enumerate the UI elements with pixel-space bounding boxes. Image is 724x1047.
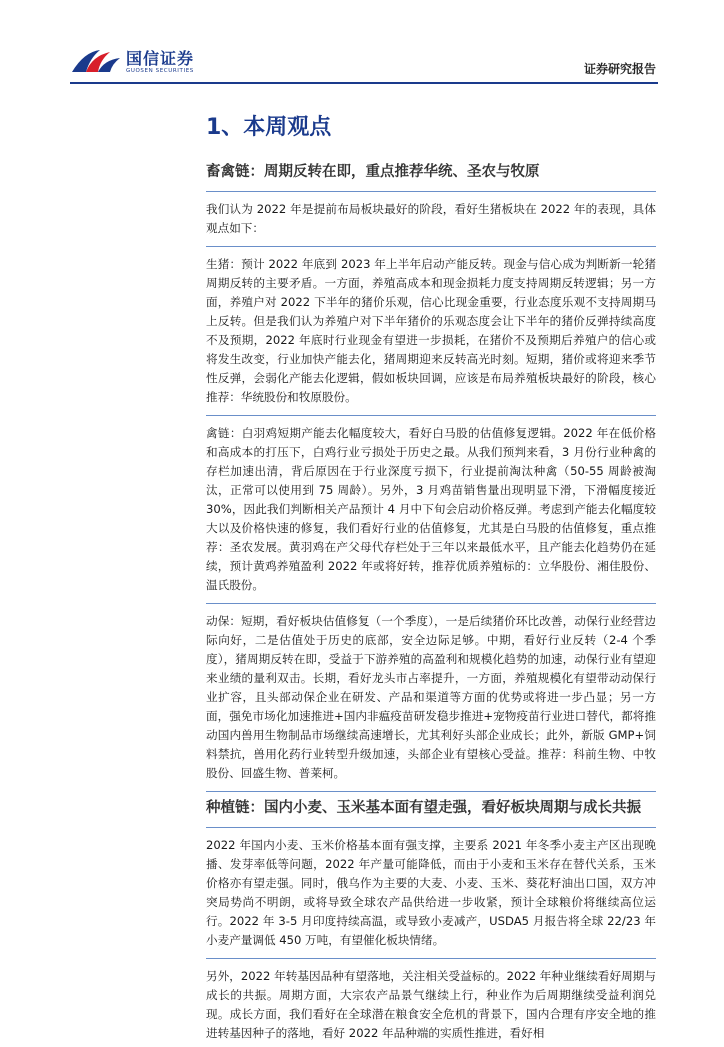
paragraph-poultry: 禽链：白羽鸡短期产能去化幅度较大，看好白马股的估值修复逻辑。2022 年在低价格和高成本的打压下，白鸡行业亏损处于历史之最。从我们预判来看，3 月份行业种禽的存栏加速出清，背后原因在于行业深度亏损下，行业提前淘汰种禽（50-55 周龄被淘汰，正常可以使用到 75 周龄）。另外，3 月鸡苗销售量出现明显下滑，下滑幅度接近 30%，因此我们判断相关产品预计 4 月中下旬会启动价格反弹。考虑到产能去化幅度较大以及价格快速的修复，我们看好行业的估值修复，尤其是白马股的估值修复，重点推荐：圣农发展。黄羽鸡在产父母代存栏处于三年以来最低水平，且产能去化趋势仍在延续，预计黄鸡养殖盈利 2022 年或将好转，推荐优质养殖标的：立华股份、湘佳股份、温氏股份。 bbox=[206, 426, 656, 592]
company-logo bbox=[70, 42, 230, 82]
paragraph-divider bbox=[206, 958, 656, 959]
document-type-label: 证券研究报告 bbox=[583, 62, 656, 76]
guosen-logo-icon bbox=[70, 42, 122, 82]
paragraph-intro: 我们认为 2022 年是提前布局板块最好的阶段，看好生猪板块在 2022 年的表现，具体观点如下： bbox=[206, 202, 656, 235]
page-header bbox=[0, 0, 724, 90]
report-body bbox=[206, 112, 656, 1047]
subsection-divider bbox=[206, 191, 656, 192]
logo-chinese-name: 国信证券 bbox=[126, 49, 195, 68]
subsection-title-crops: 种植链：国内小麦、玉米基本面有望走强，看好板块周期与成长共振 bbox=[206, 800, 641, 816]
paragraph-animal-health: 动保：短期，看好板块估值修复（一个季度），一是后续猪价环比改善，动保行业经营边际向好，二是估值处于历史的底部，安全边际足够。中期，看好行业反转（2-4 个季度），猪周期反转在即，受益于下游养殖的高盈利和规模化趋势的加速，动保行业有望迎来业绩的量利双击。长期，看好龙头市占率提升，一方面，养殖规模化有望带动动保行业扩容，且头部动保企业在研发、产品和渠道等方面的优势或将进一步凸显；另一方面，强免市场化加速推进+国内非瘟疫苗研发稳步推进+宠物疫苗行业进口替代，都将推动国内兽用生物制品市场继续高速增长，尤其利好头部企业成长；此外，新版 GMP+饲料禁抗，兽用化药行业转型升级加速，头部企业有望核心受益。推荐：科前生物、中牧股份、回盛生物、普莱柯。 bbox=[206, 614, 656, 780]
paragraph-divider bbox=[206, 415, 656, 416]
paragraph-crop: 2022 年国内小麦、玉米价格基本面有强支撑，主要系 2021 年冬季小麦主产区出现晚播、发芽率低等问题，2022 年产量可能降低，而由于小麦和玉米存在替代关系，玉米价格亦有望走强。同时，俄乌作为主要的大麦、小麦、玉米、葵花籽油出口国，双方冲突局势尚不明朗，或将导致全球农产品供给进一步收紧，预计全球粮价将继续高位运行。2022 年 3-5 月印度持续高温，或导致小麦减产，USDA5 月报告将全球 22/23 年小麦产量调低 450 万吨，有望催化板块情绪。 bbox=[206, 838, 656, 947]
section-title: 1、本周观点 bbox=[206, 115, 332, 140]
paragraph-divider bbox=[206, 603, 656, 604]
logo-english-name: GUOSEN SECURITIES bbox=[126, 68, 194, 74]
subsection-divider bbox=[206, 827, 656, 828]
subsection-title-livestock: 畜禽链：周期反转在即，重点推荐华统、圣农与牧原 bbox=[206, 164, 540, 180]
paragraph-divider bbox=[206, 791, 656, 792]
paragraph-gmo: 另外，2022 年转基因品种有望落地，关注相关受益标的。2022 年种业继续看好周期与成长的共振。周期方面，大宗农产品景气继续上行，种业作为后周期继续受益利润兑现。成长方面，我们看好在全球潜在粮食安全危机的背景下，国内合理有序安全地的推进转基因种子的落地，看好 2022 年品种端的实质性推进，看好相 bbox=[206, 969, 656, 1040]
paragraph-pig: 生猪：预计 2022 年底到 2023 年上半年启动产能反转。现金与信心成为判断新一轮猪周期反转的主要矛盾。一方面，养殖高成本和现金损耗力度支持周期反转逻辑；另一方面，养殖户对 2022 下半年的猪价乐观，信心比现金重要，行业态度乐观不支持周期马上反转。但是我们认为养殖户对下半年猪价的乐观态度会让下半年的猪价反弹持续高度不及预期，2022 年底时行业现金有望进一步损耗，在猪价不及预期后养殖户的信心或将发生改变，行业加快产能去化，猪周期迎来反转高光时刻。短期，猪价或将迎来季节性反弹，会弱化产能去化逻辑，假如板块回调，应该是布局养殖板块最好的阶段，核心推荐：华统股份和牧原股份。 bbox=[206, 257, 656, 404]
paragraph-divider bbox=[206, 246, 656, 247]
header-divider bbox=[70, 82, 658, 84]
